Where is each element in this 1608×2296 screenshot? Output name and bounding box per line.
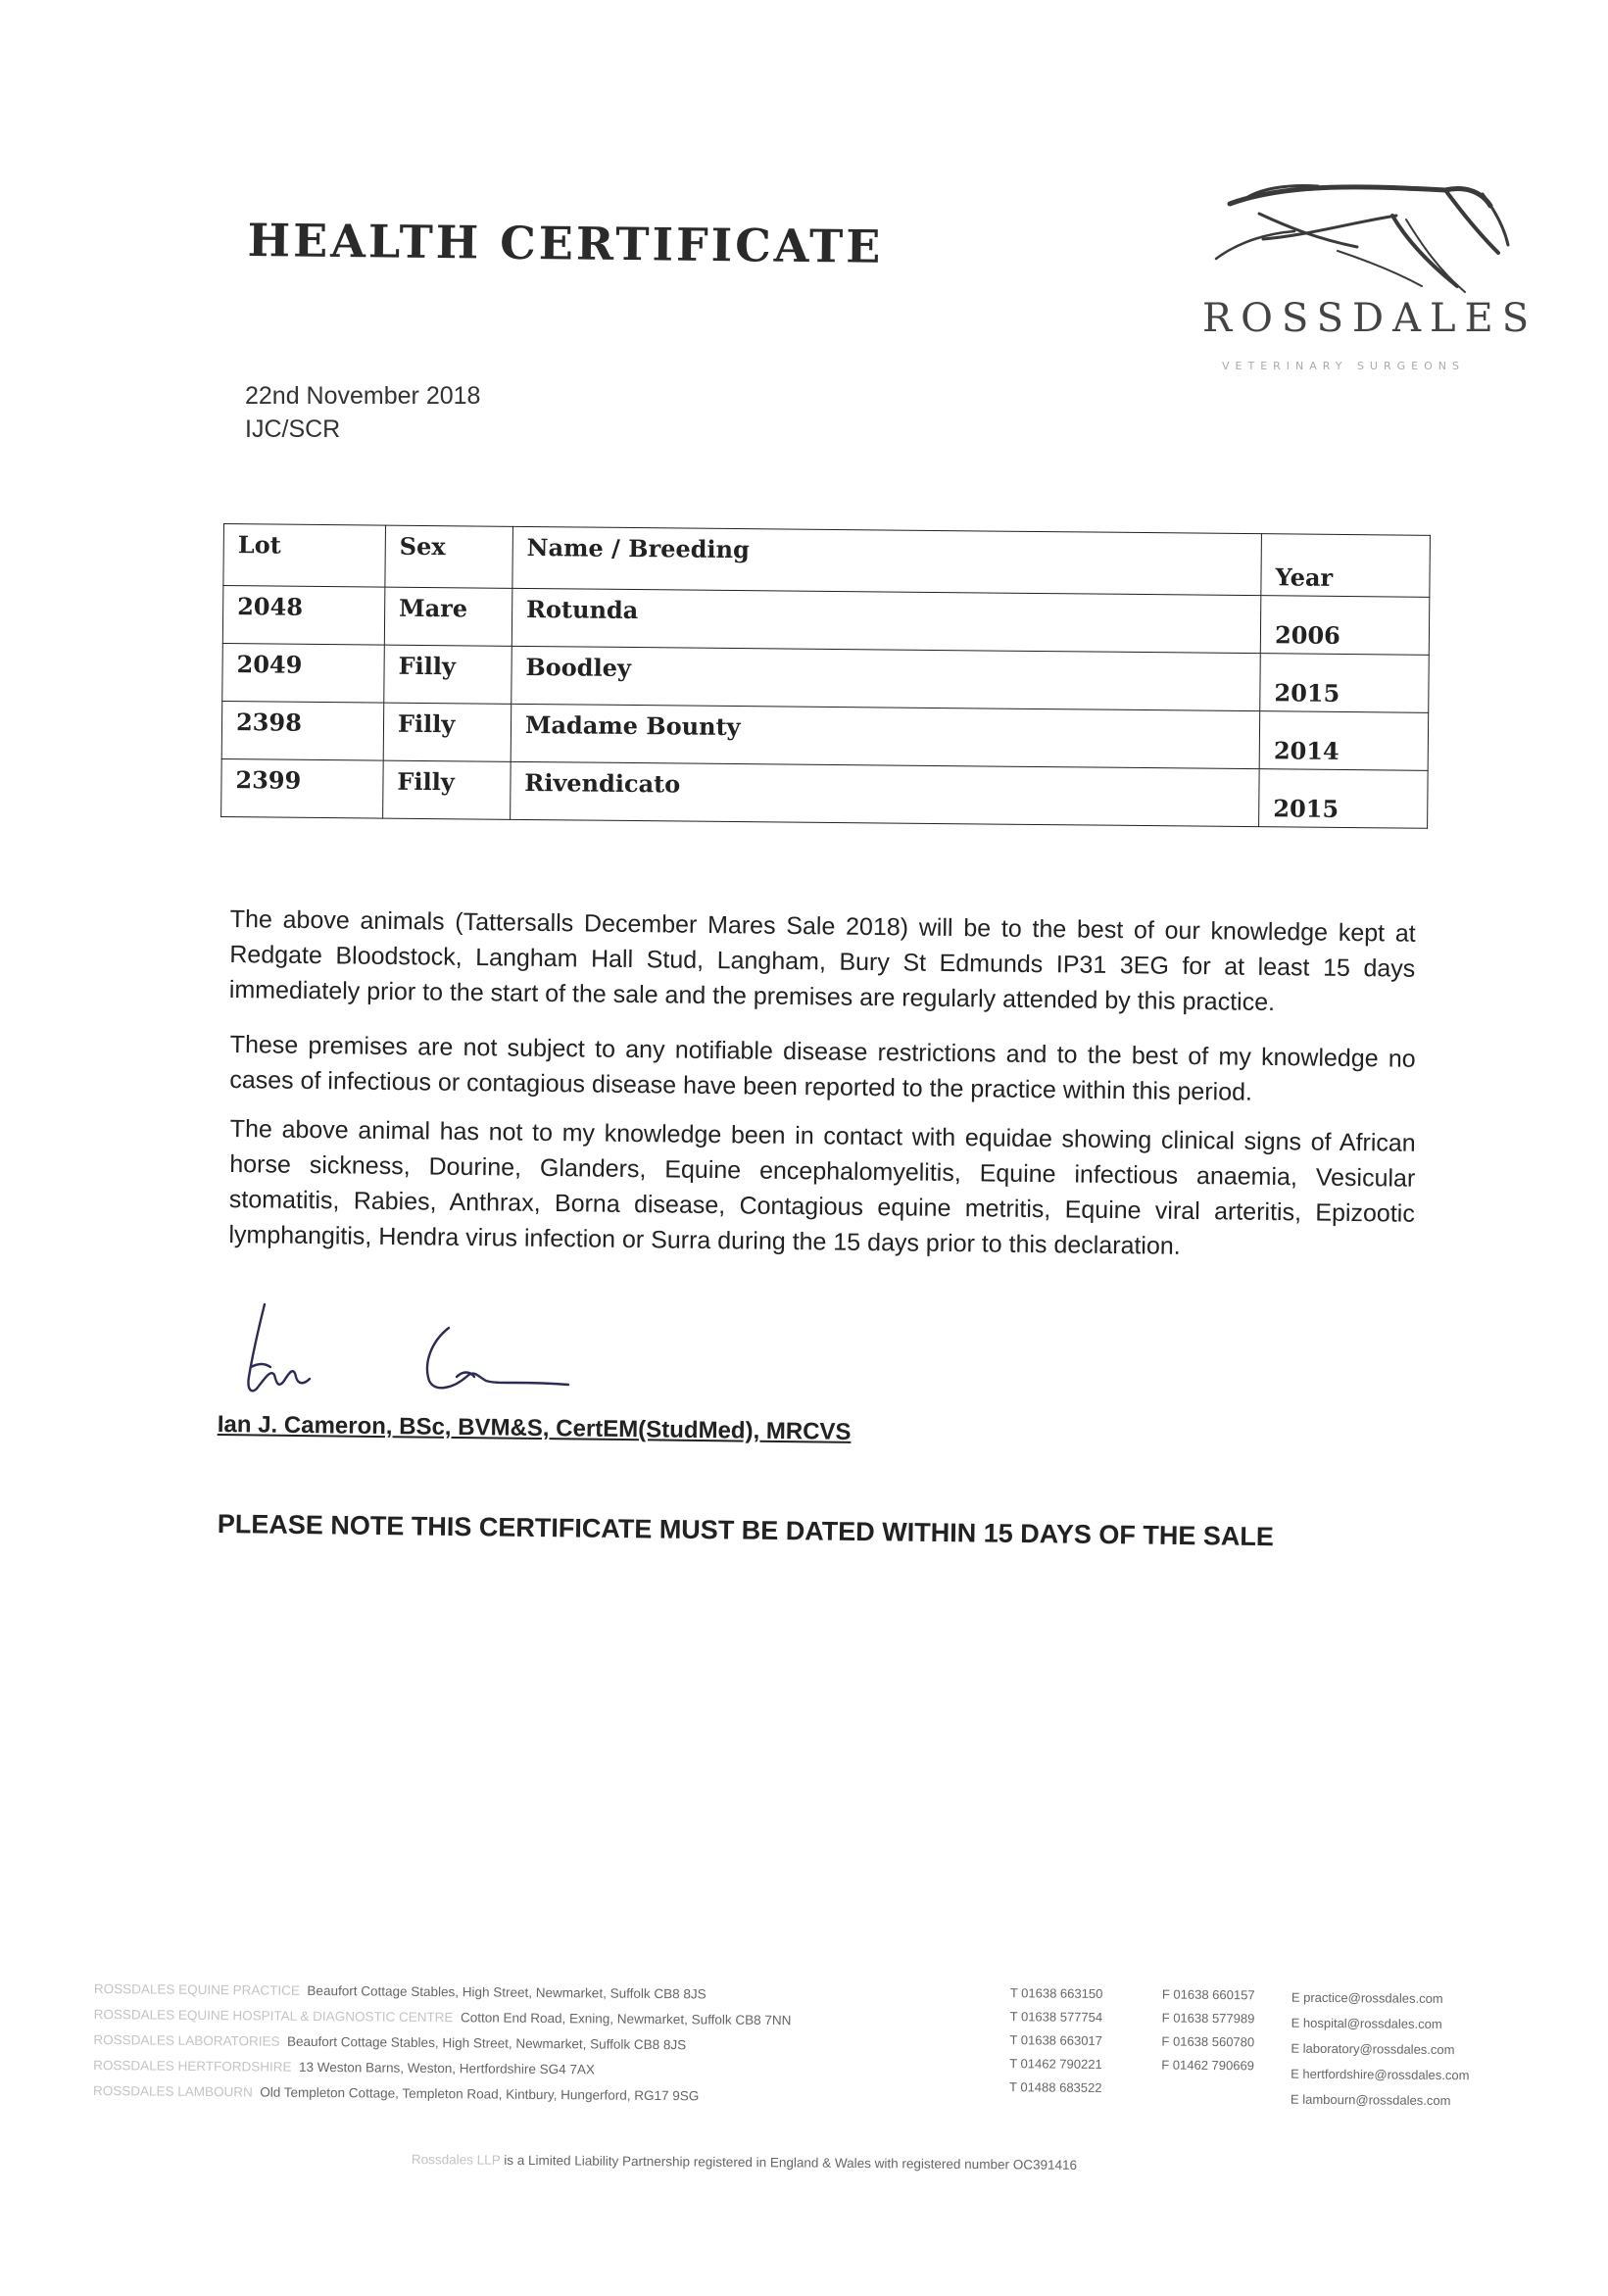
brand-name: ROSSDALES (1202, 296, 1538, 341)
cell-year: 2015 (1260, 654, 1429, 713)
footer-email: E practice@rossdales.com (1291, 1989, 1443, 2007)
footer-email: E hospital@rossdales.com (1291, 2015, 1442, 2032)
table-row (221, 758, 1429, 828)
footer-address-line: ROSSDALES EQUINE HOSPITAL & DIAGNOSTIC CENTRE Cotton End Road, Exning, Newmarket, Suffolk CB8 7NN (93, 2006, 792, 2028)
rossdales-logo (1200, 176, 1538, 382)
footer-address-line: ROSSDALES LAMBOURN Old Templeton Cottage, Templeton Road, Kintbury, Hungerford, RG17 9SG (92, 2082, 700, 2104)
footer-email: E hertfordshire@rossdales.com (1291, 2066, 1470, 2083)
signatory-name: Ian J. Cameron, BSc, BVM&S, CertEM(StudMed), MRCVS (217, 1411, 852, 1445)
cell-sex: Filly (383, 760, 512, 819)
footer-address-line: ROSSDALES LABORATORIES Beaufort Cottage Stables, High Street, Newmarket, Suffolk CB8 8JS (93, 2031, 687, 2053)
footer-address-line: ROSSDALES EQUINE PRACTICE Beaufort Cottage Stables, High Street, Newmarket, Suffolk CB8 8JS (93, 1980, 707, 2002)
page-title: HEALTH CERTIFICATE (247, 214, 884, 273)
footer-phone: T 01638 663017 (1009, 2032, 1103, 2048)
footer-email: E lambourn@rossdales.com (1290, 2091, 1451, 2109)
footer-phone: T 01638 663150 (1009, 1985, 1103, 2001)
animals-table (220, 523, 1431, 829)
footer-fax: F 01462 790669 (1161, 2057, 1255, 2074)
paragraph-premises: The above animals (Tattersalls December Mares Sale 2018) will be to the best of our knowledge kept at Redgate Bloodstock, Langham Hall Stud, Langham, Bury St Edmunds IP31 3EG for at least 15 days immediately prior to the start of the sale and the premises are regularly attended by this practice. (228, 904, 1416, 1017)
cell-name: Rotunda (512, 588, 1261, 653)
footer-fax: F 01638 560780 (1161, 2033, 1255, 2050)
cell-sex: Mare (384, 587, 512, 646)
col-header-sex: Sex (385, 525, 513, 588)
letterhead-footer (92, 1978, 1544, 2167)
cell-sex: Filly (383, 703, 512, 761)
cell-lot: 2399 (221, 758, 383, 818)
footer-fax: F 01638 660157 (1161, 1986, 1255, 2003)
cell-sex: Filly (384, 645, 512, 704)
table-header-row (223, 524, 1431, 598)
cell-lot: 2048 (222, 586, 384, 646)
col-header-name: Name / Breeding (512, 526, 1262, 595)
cell-year: 2014 (1259, 711, 1428, 771)
footer-phone: T 01638 577754 (1009, 2009, 1103, 2025)
cell-name: Boodley (512, 646, 1261, 710)
footer-phone: T 01462 790221 (1009, 2056, 1102, 2072)
cell-year: 2015 (1259, 769, 1428, 829)
cell-name: Rivendicato (510, 761, 1259, 826)
galloping-horse-logo-icon (1200, 176, 1524, 314)
handwritten-signature (235, 1298, 588, 1406)
footer-fax: F 01638 577989 (1161, 2010, 1255, 2027)
legal-notice: Rossdales LLP is a Limited Liability Partnership registered in England & Wales with registered number OC391416 (411, 2152, 1078, 2173)
cell-lot: 2049 (222, 643, 384, 703)
col-header-lot: Lot (223, 524, 386, 588)
paragraph-restrictions: These premises are not subject to any notifiable disease restrictions and to the best of my knowledge no cases of infectious or contagious disease have been reported to the practice within this period. (229, 1030, 1416, 1106)
cell-lot: 2398 (221, 701, 383, 760)
footer-email: E laboratory@rossdales.com (1291, 2040, 1455, 2058)
certificate-notice: PLEASE NOTE THIS CERTIFICATE MUST BE DATED WITHIN 15 DAYS OF THE SALE (217, 1509, 1274, 1552)
cell-name: Madame Bounty (511, 704, 1260, 768)
col-header-year: Year (1261, 534, 1431, 598)
letter-reference: IJC/SCR (245, 415, 341, 443)
cell-year: 2006 (1260, 596, 1429, 656)
letter-date: 22nd November 2018 (245, 382, 481, 410)
footer-phone: T 01488 683522 (1008, 2079, 1102, 2095)
brand-subtitle: VETERINARY SURGEONS (1222, 360, 1465, 372)
paragraph-diseases: The above animal has not to my knowledge been in contact with equidae showing clinical signs of African horse sickness, Dourine, Glanders, Equine encephalomyelitis, Equine infectious anaemia, Vesicular stomatitis, Rabies, Anthrax, Borna disease, Contagious equine metritis, Equine viral arteritis, Epizootic lymphangitis, Hendra virus infection or Surra during the 15 days prior to this declaration. (228, 1114, 1416, 1260)
footer-address-line: ROSSDALES HERTFORDSHIRE 13 Weston Barns, Weston, Hertfordshire SG4 7AX (93, 2057, 595, 2077)
